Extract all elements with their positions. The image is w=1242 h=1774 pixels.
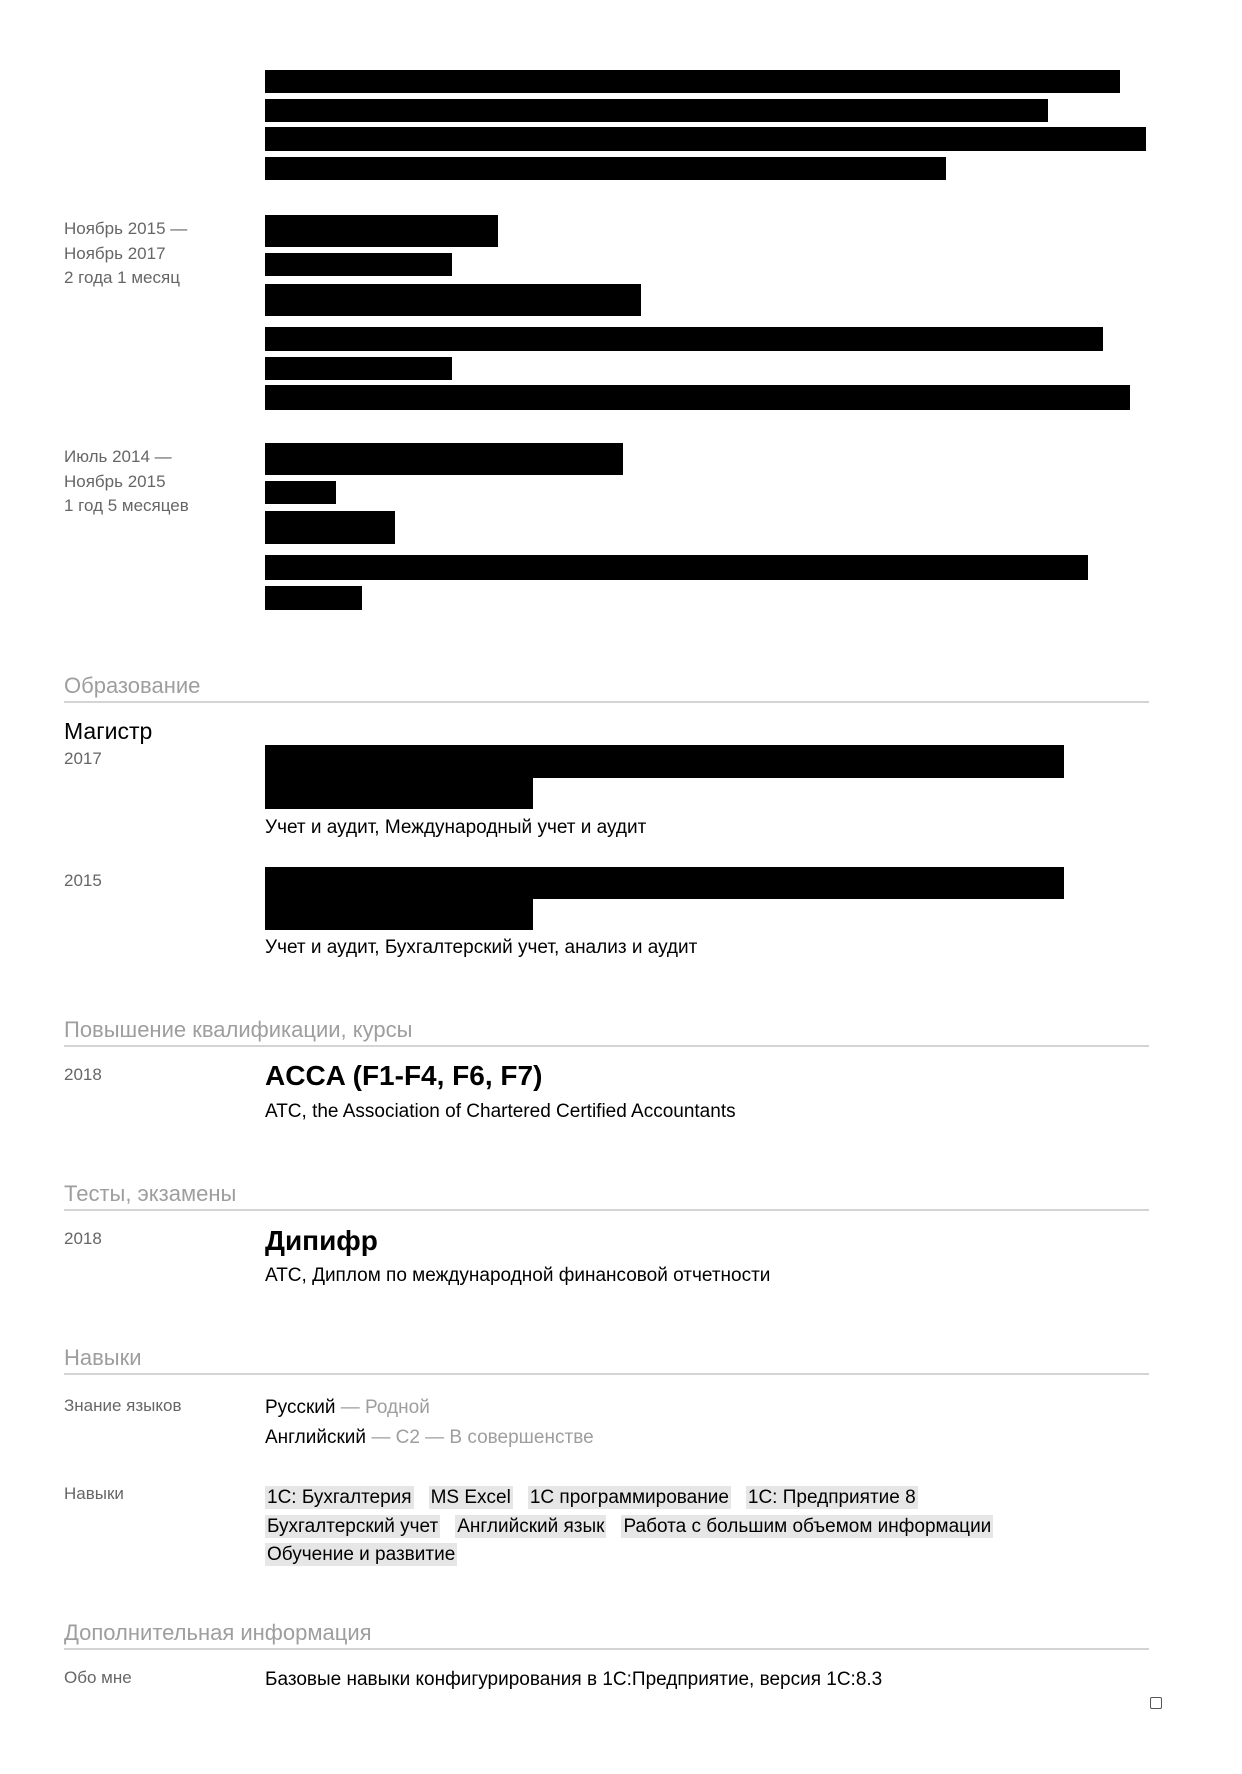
skill-tag: Английский язык — [457, 1515, 605, 1537]
period-start: Ноябрь 2015 — — [64, 219, 188, 238]
redacted-text — [265, 70, 1120, 93]
skills-label: Навыки — [64, 1484, 124, 1503]
language-item — [265, 1427, 594, 1449]
skill-tag: Работа с большим объемом информации — [623, 1515, 992, 1537]
redacted-text — [265, 385, 1130, 410]
education-year: 2017 — [64, 749, 102, 768]
education-level: Магистр — [64, 718, 153, 744]
redacted-company — [265, 443, 623, 475]
period-end: Ноябрь 2015 — [64, 472, 166, 491]
section-divider — [64, 1648, 1149, 1650]
language-level: — Родной — [340, 1397, 430, 1418]
section-divider — [64, 1373, 1149, 1375]
language-item — [265, 1397, 430, 1419]
test-year: 2018 — [64, 1229, 102, 1248]
period-duration: 1 год 5 месяцев — [64, 496, 189, 515]
section-title-courses: Повышение квалификации, курсы — [64, 1017, 413, 1042]
education-field: Учет и аудит, Бухгалтерский учет, анализ и аудит — [265, 937, 698, 958]
redacted-institution — [265, 899, 533, 930]
test-org: АТС, Диплом по международной финансовой отчетности — [265, 1265, 771, 1286]
redacted-text — [265, 555, 1088, 580]
redacted-institution — [265, 867, 1064, 899]
section-title-skills: Навыки — [64, 1345, 142, 1370]
redacted-text — [265, 357, 452, 380]
section-title-additional: Дополнительная информация — [64, 1620, 372, 1645]
skill-tag: Бухгалтерский учет — [267, 1515, 439, 1537]
experience-period — [64, 444, 189, 518]
redacted-text — [265, 127, 1146, 151]
about-text: Базовые навыки конфигурирования в 1С:Предприятие, версия 1С:8.3 — [265, 1669, 883, 1690]
language-name: Английский — [265, 1427, 367, 1448]
section-divider — [64, 1209, 1149, 1211]
redacted-text — [265, 481, 336, 504]
redacted-text — [265, 253, 452, 276]
course-year: 2018 — [64, 1065, 102, 1084]
skill-tag: 1С: Бухгалтерия — [267, 1487, 412, 1508]
test-name: Дипифр — [265, 1225, 378, 1256]
redacted-position — [265, 284, 641, 316]
period-start: Июль 2014 — — [64, 447, 172, 466]
redacted-institution — [265, 778, 533, 809]
redacted-text — [265, 327, 1103, 351]
redacted-position — [265, 511, 395, 544]
section-divider — [64, 1045, 1149, 1047]
period-end: Ноябрь 2017 — [64, 244, 166, 263]
about-label: Обо мне — [64, 1668, 132, 1687]
period-duration: 2 года 1 месяц — [64, 268, 180, 287]
experience-period — [64, 216, 187, 290]
skill-tag: 1С программирование — [529, 1487, 729, 1508]
skills-tags — [265, 1484, 1145, 1570]
skill-tag: Обучение и развитие — [267, 1544, 456, 1565]
redacted-company — [265, 215, 498, 247]
language-name: Русский — [265, 1397, 336, 1418]
section-title-education: Образование — [64, 673, 201, 698]
page-marker-icon — [1150, 1697, 1162, 1709]
redacted-institution — [265, 745, 1064, 778]
education-year: 2015 — [64, 871, 102, 890]
course-name: ACCA (F1-F4, F6, F7) — [265, 1060, 543, 1091]
education-field: Учет и аудит, Международный учет и аудит — [265, 817, 647, 838]
languages-label: Знание языков — [64, 1396, 182, 1415]
course-org: АТС, the Association of Chartered Certified Accountants — [265, 1101, 736, 1122]
language-level: — C2 — В совершенстве — [371, 1427, 594, 1448]
skill-tag: MS Excel — [430, 1487, 511, 1508]
redacted-text — [265, 99, 1048, 122]
skill-tag: 1С: Предприятие 8 — [747, 1487, 916, 1508]
redacted-text — [265, 586, 362, 610]
section-title-tests: Тесты, экзамены — [64, 1181, 237, 1206]
section-divider — [64, 701, 1149, 703]
redacted-text — [265, 157, 946, 180]
